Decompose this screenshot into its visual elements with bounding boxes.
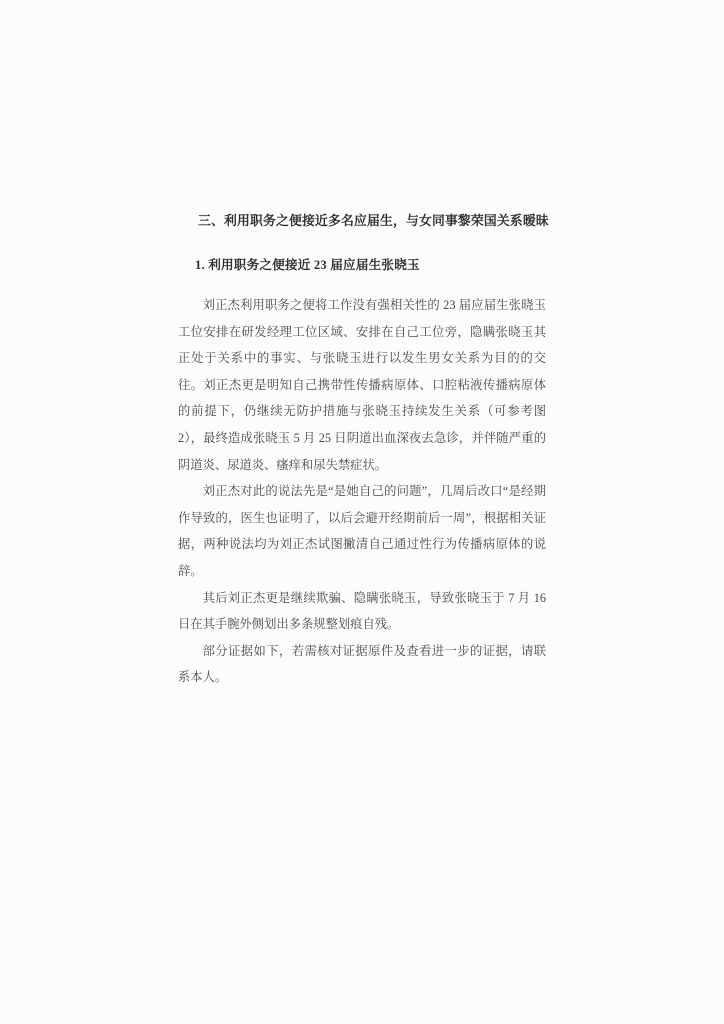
document-text-block <box>178 212 549 691</box>
paragraph: 其后刘正杰更是继续欺骗、隐瞒张晓玉，导致张晓玉于 7 月 16 日在其手腕外侧划出多条规整划痕自残。 <box>178 590 546 632</box>
paragraph: 刘正杰利用职务之便将工作没有强相关性的 23 届应届生张晓玉工位安排在研发经理工位区域、安排在自己工位旁，隐瞒张晓玉其正处于关系中的事实、与张晓玉进行以发生男女关系为目的的交往。刘正杰更是明知自己携带性传播病原体、口腔粘液传播病原体的前提下，仍继续无防护措施与张晓玉持续发生关系（可参考图 2），最终造成张晓玉 5 月 25 日阴道出血深夜去急诊，并伴随严重的阴道炎、尿道炎、瘙痒和尿失禁症状。 <box>178 298 546 472</box>
paragraph-group <box>178 292 546 691</box>
paragraph: 刘正杰对此的说法先是“是她自己的问题”，几周后改口“是经期作导致的，医生也证明了，以后会避开经期前后一周”，根据相关证据，两种说法均为刘正杰试图撇清自己通过性行为传播病原体的说辞。 <box>178 484 547 578</box>
paragraph: 部分证据如下，若需核对证据原件及查看进一步的证据，请联系本人。 <box>178 643 546 685</box>
sub-heading: 1. 利用职务之便接近 23 届应届生张晓玉 <box>195 258 420 272</box>
section-heading: 三、利用职务之便接近多名应届生，与女同事黎荣国关系暧昧 <box>198 214 549 228</box>
